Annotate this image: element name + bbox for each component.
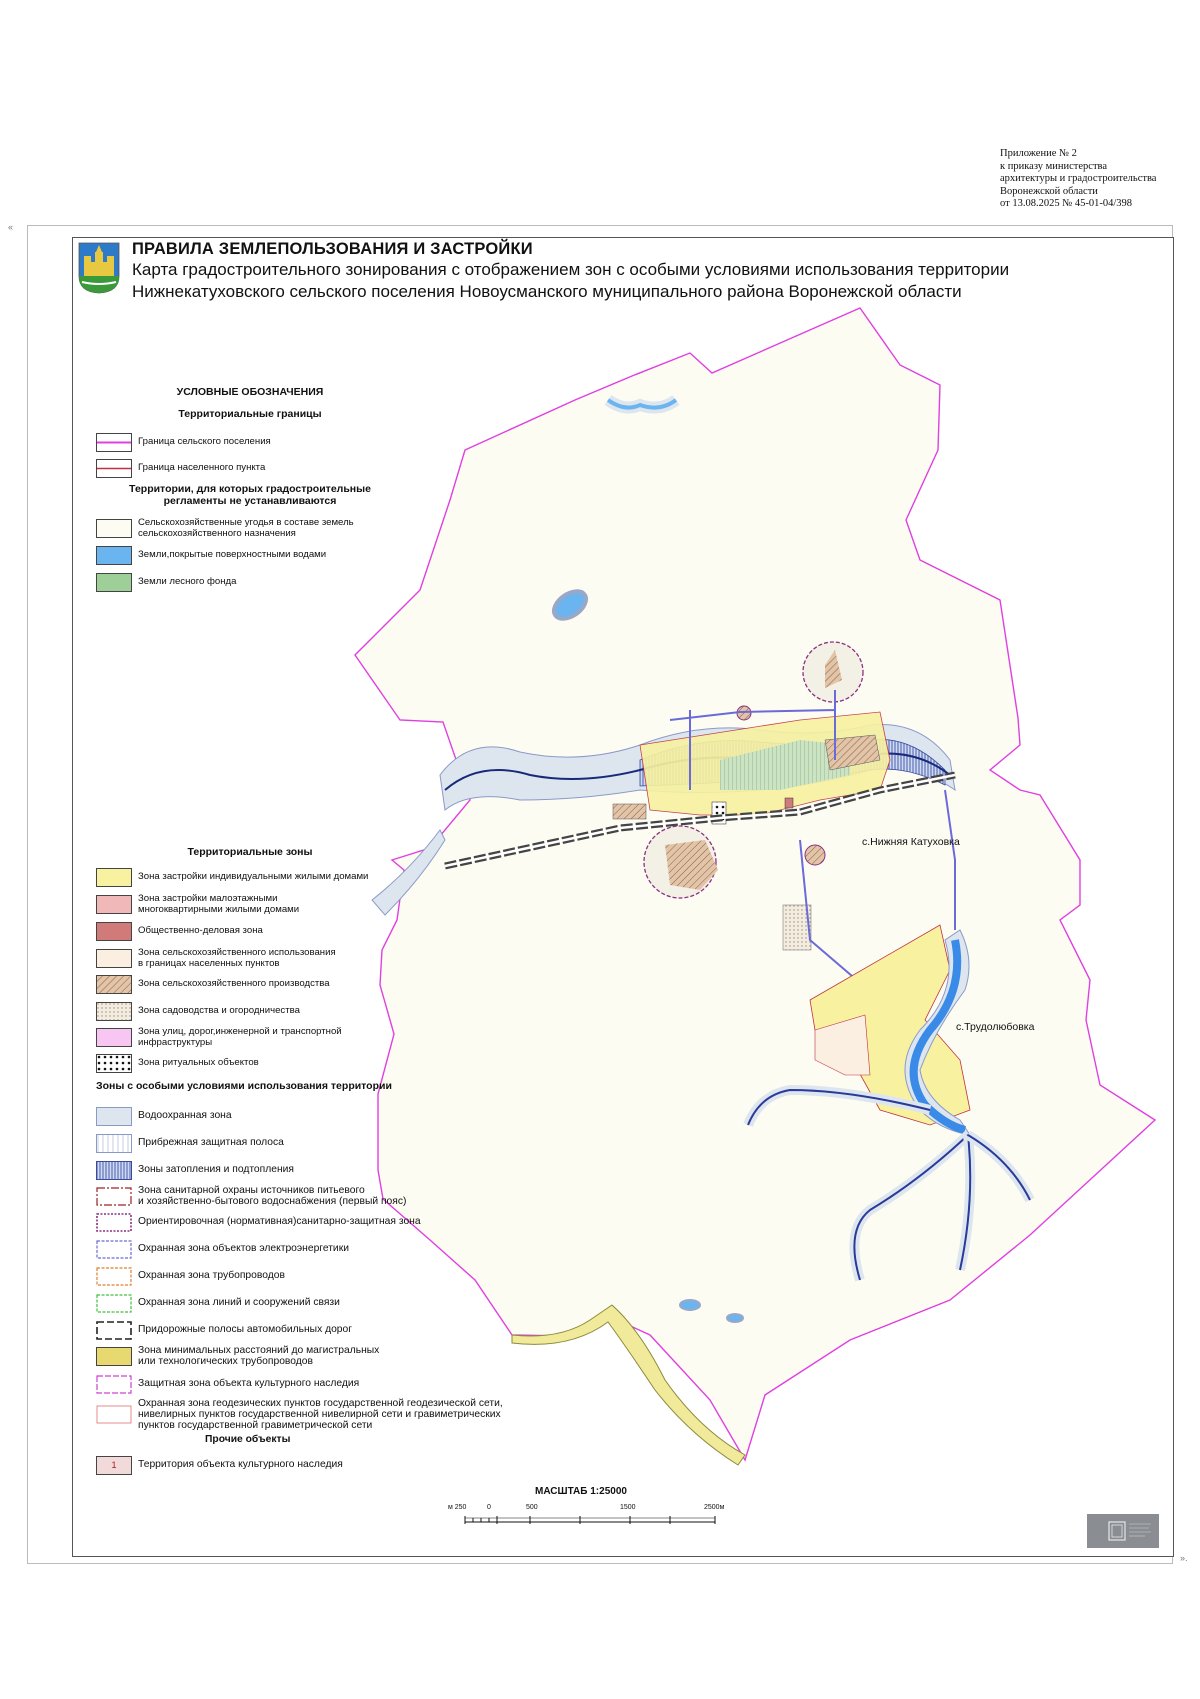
legend-item-zone-lowrise: Зона застройки малоэтажными многоквартирными жилыми домами xyxy=(96,894,299,915)
legend-item-zone-individual: Зона застройки индивидуальными жилыми домами xyxy=(96,868,368,887)
legend-item-locality-boundary: Граница населенного пункта xyxy=(96,459,265,478)
public-zone xyxy=(785,798,793,808)
heritage-territory-swatch: 1 xyxy=(96,1456,132,1475)
map-title: ПРАВИЛА ЗЕМЛЕПОЛЬЗОВАНИЯ И ЗАСТРОЙКИ xyxy=(132,240,533,258)
legend-item-power: Охранная зона объектов электроэнергетики xyxy=(96,1240,349,1259)
legend-item-pipeline: Охранная зона трубопроводов xyxy=(96,1267,285,1286)
zone-agri-prod-swatch xyxy=(96,975,132,994)
legend-item-geodetic: Охранная зона геодезических пунктов государственной геодезической сети, нивелирных пунктов государственной нивелирной сети и гравиметрических пунктов государственной гравиметрической сети xyxy=(96,1398,503,1431)
zone-public-swatch xyxy=(96,922,132,941)
legend-item-agri-land: Сельскохозяйственные угодья в составе земель сельскохозяйственного назначения xyxy=(96,518,354,539)
stamp-icon xyxy=(1087,1514,1159,1548)
zone-garden-swatch xyxy=(96,1002,132,1021)
roadside-swatch xyxy=(96,1321,132,1340)
legend-item-water-protect: Водоохранная зона xyxy=(96,1107,232,1126)
min-dist-swatch xyxy=(96,1347,132,1366)
legend-title: УСЛОВНЫЕ ОБОЗНАЧЕНИЯ xyxy=(176,386,324,398)
small-object-2 xyxy=(805,845,825,865)
legend-section-other: Прочие объекты xyxy=(205,1434,291,1445)
legend-item-flood: Зоны затопления и подтопления xyxy=(96,1161,294,1180)
legend-item-zone-public: Общественно-деловая зона xyxy=(96,922,263,941)
comm-zone-swatch xyxy=(96,1294,132,1313)
legend-item-sanitary: Зона санитарной охраны источников питьевого и хозяйственно-бытового водоснабжения (первый пояс) xyxy=(96,1186,406,1207)
sanitary-protect-swatch xyxy=(96,1213,132,1232)
legend-item-sanitary-protect: Ориентировочная (нормативная)санитарно-защитная зона xyxy=(96,1213,421,1232)
legend-item-min-dist: Зона минимальных расстояний до магистральных или технологических трубопроводов xyxy=(96,1346,379,1367)
zone-lowrise-swatch xyxy=(96,895,132,914)
zone-individual-swatch xyxy=(96,868,132,887)
digital-stamp xyxy=(1087,1514,1159,1548)
pipeline-zone-swatch xyxy=(96,1267,132,1286)
legend-item-comm: Охранная зона линий и сооружений связи xyxy=(96,1294,340,1313)
legend-item-coastal: Прибрежная защитная полоса xyxy=(96,1134,284,1153)
zone-streets-swatch xyxy=(96,1028,132,1047)
frame-tick-left: « xyxy=(8,222,14,232)
zone-agri-use-swatch xyxy=(96,949,132,968)
legend-item-zone-streets: Зона улиц, дорог,инженерной и транспортной инфраструктуры xyxy=(96,1027,342,1048)
scale-label-1500: 1500 xyxy=(620,1504,636,1511)
legend-item-zone-agri-prod: Зона сельскохозяйственного производства xyxy=(96,975,330,994)
frame-tick-right: ». xyxy=(1180,1553,1188,1563)
legend-section-zones: Территориальные зоны xyxy=(187,846,313,858)
settlement-boundary-swatch xyxy=(96,433,132,452)
scale-label-0: 0 xyxy=(487,1504,491,1511)
sanitary-swatch xyxy=(96,1187,132,1206)
zone-ritual-swatch xyxy=(96,1054,132,1073)
appendix-note: Приложение № 2 к приказу министерства архитектуры и градостроительства Воронежской области от 13.08.2025 № 45-01-04/398 xyxy=(1000,148,1157,209)
agri-production-zone-2 xyxy=(613,804,646,819)
heritage-protect-swatch xyxy=(96,1375,132,1394)
scale-bar xyxy=(460,1512,720,1526)
scale-title: МАСШТАБ 1:25000 xyxy=(535,1486,627,1497)
legend-section-special: Зоны с особыми условиями использования территории xyxy=(96,1080,392,1092)
flood-zone-swatch xyxy=(96,1161,132,1180)
geodetic-swatch xyxy=(96,1405,132,1424)
pond-south-1 xyxy=(680,1300,700,1310)
legend-section-no-regs: Территории, для которых градостроительные регламенты не устанавливаются xyxy=(129,483,371,507)
scale-label-m250: м 250 xyxy=(448,1504,467,1511)
locality-boundary-swatch xyxy=(96,459,132,478)
legend-item-heritage-territory: 1 Территория объекта культурного наследия xyxy=(96,1456,343,1475)
water-protect-swatch xyxy=(96,1107,132,1126)
forest-land-swatch xyxy=(96,573,132,592)
place-label-trudolyubovka: с.Трудолюбовка xyxy=(956,1021,1035,1033)
place-label-nizhnyaya: с.Нижняя Катуховка xyxy=(862,836,960,848)
power-zone-swatch xyxy=(96,1240,132,1259)
legend-item-zone-agri-use: Зона сельскохозяйственного использования в границах населенных пунктов xyxy=(96,948,336,969)
map-subtitle-1: Карта градостроительного зонирования с отображением зон с особыми условиями использования территории xyxy=(132,260,1010,279)
legend-item-water-land: Земли,покрытые поверхностными водами xyxy=(96,546,326,565)
legend-item-forest-land: Земли лесного фонда xyxy=(96,573,236,592)
legend-item-heritage-protect: Защитная зона объекта культурного наследия xyxy=(96,1375,359,1394)
map-subtitle-2: Нижнекатуховского сельского поселения Новоусманского муниципального района Воронежской области xyxy=(132,282,962,301)
legend-section-boundaries: Территориальные границы xyxy=(178,408,322,420)
agri-land-swatch xyxy=(96,519,132,538)
coastal-strip-swatch xyxy=(96,1134,132,1153)
coat-of-arms-icon xyxy=(78,242,120,294)
pond-south-2 xyxy=(727,1314,743,1322)
settlement-territory[interactable] xyxy=(355,308,1155,1460)
legend-item-zone-garden: Зона садоводства и огородничества xyxy=(96,1002,300,1021)
legend-item-zone-ritual: Зона ритуальных объектов xyxy=(96,1054,259,1073)
legend-item-roadside: Придорожные полосы автомобильных дорог xyxy=(96,1321,352,1340)
legend-item-settlement-boundary: Граница сельского поселения xyxy=(96,433,271,452)
water-land-swatch xyxy=(96,546,132,565)
scale-label-2500: 2500м xyxy=(704,1504,725,1511)
scale-label-500: 500 xyxy=(526,1504,538,1511)
